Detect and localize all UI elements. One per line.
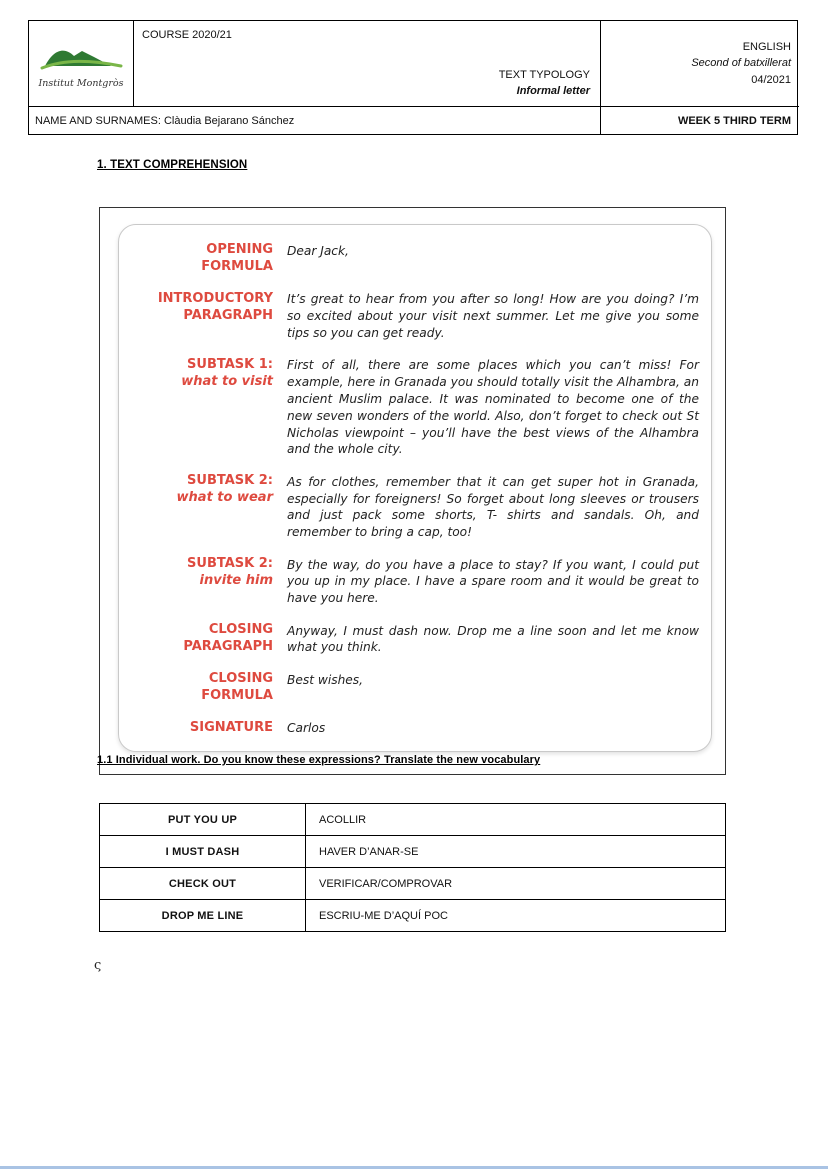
vocab-translation: VERIFICAR/COMPROVAR bbox=[319, 877, 453, 890]
name-row bbox=[29, 106, 601, 134]
letter-sublabel: invite him bbox=[199, 572, 273, 588]
vocab-table bbox=[99, 803, 726, 932]
letter-row bbox=[141, 242, 699, 276]
letter-text: Dear Jack, bbox=[287, 243, 349, 258]
letter-row bbox=[141, 291, 699, 342]
vocab-term: CHECK OUT bbox=[100, 868, 306, 899]
vocab-row bbox=[100, 899, 725, 931]
vocab-row bbox=[100, 835, 725, 867]
vocab-row bbox=[100, 867, 725, 899]
letter-label: CLOSING PARAGRAPH bbox=[183, 622, 273, 654]
header-middle-cell bbox=[134, 21, 601, 106]
letter-text: First of all, there are some places which you can’t miss! For example, here in Granada you should totally visit the Alhambra, an ancient Muslim palace. It was nominated to become one of the new seven wonders of the world. Also, don’t forget to check out St Nicholas viewpoint – you’ll have the best views of the Alhambra and the whole city. bbox=[287, 358, 699, 457]
section-1-title: 1. TEXT COMPREHENSION bbox=[97, 159, 248, 171]
letter-label: OPENING FORMULA bbox=[201, 242, 273, 274]
letter-text: Best wishes, bbox=[287, 672, 364, 687]
vocab-translation: ESCRIU-ME D’AQUÍ POC bbox=[319, 909, 448, 922]
typology-label: TEXT TYPOLOGY bbox=[498, 69, 590, 82]
section-1-1-title: 1.1 Individual work. Do you know these expressions? Translate the new vocabulary bbox=[97, 754, 541, 766]
typology-block bbox=[142, 68, 590, 100]
letter-row bbox=[141, 671, 699, 705]
course-label: COURSE 2020/21 bbox=[142, 29, 232, 41]
vocab-row bbox=[100, 804, 725, 835]
typology-value: Informal letter bbox=[516, 85, 590, 98]
header-right-cell bbox=[601, 21, 799, 106]
name-and-surnames: NAME AND SURNAMES: Clàudia Bejarano Sánchez bbox=[35, 114, 295, 127]
letter-row bbox=[141, 720, 699, 737]
letter-text: As for clothes, remember that it can get super hot in Granada, especially for foreigners! So forget about long sleeves or trousers and just pack some shorts, T- shirts and sandals. Oh, and remember to bring a cap, too! bbox=[287, 474, 699, 540]
letter-text: Anyway, I must dash now. Drop me a line soon and let me know what you think. bbox=[287, 623, 699, 655]
week-label: WEEK 5 THIRD TERM bbox=[601, 106, 799, 134]
vocab-term: PUT YOU UP bbox=[100, 804, 306, 835]
letter-row bbox=[141, 556, 699, 607]
vocab-translation: ACOLLIR bbox=[319, 813, 367, 826]
letter-row bbox=[141, 357, 699, 458]
letter-label: SIGNATURE bbox=[189, 719, 273, 735]
header bbox=[28, 20, 798, 135]
letter-text: It’s great to hear from you after so long! How are you doing? I’m so excited about your visit next summer. Let me give you some tips so you can get ready. bbox=[287, 292, 699, 340]
letter-row bbox=[141, 473, 699, 541]
vocab-translation: HAVER D’ANAR-SE bbox=[319, 845, 419, 858]
letter-label: CLOSING FORMULA bbox=[201, 671, 273, 704]
vocab-term: DROP ME LINE bbox=[100, 900, 306, 931]
school-logo bbox=[29, 21, 134, 106]
letter-label: SUBTASK 1: what to visit bbox=[141, 357, 273, 458]
letter-sublabel: what to visit bbox=[181, 373, 273, 389]
letter-text: Carlos bbox=[287, 721, 326, 736]
letter-row bbox=[141, 622, 699, 656]
subject-label: ENGLISH bbox=[742, 40, 791, 53]
letter-figure bbox=[99, 207, 726, 775]
letter-label: SUBTASK 2: what to wear bbox=[141, 473, 273, 541]
page-mark: ς bbox=[94, 958, 102, 973]
date-label: 04/2021 bbox=[751, 73, 791, 86]
vocab-term: I MUST DASH bbox=[100, 836, 306, 867]
logo-mountain-icon bbox=[37, 39, 125, 77]
letter-card bbox=[118, 224, 712, 752]
letter-text: By the way, do you have a place to stay? If you want, I could put you up in my place. I have a spare room and it would be great to have you here. bbox=[287, 557, 699, 606]
letter-label: SUBTASK 2: invite him bbox=[141, 556, 273, 607]
level-label: Second of batxillerat bbox=[691, 57, 791, 70]
letter-label: INTRODUCTORY PARAGRAPH bbox=[157, 290, 273, 323]
letter-sublabel: what to wear bbox=[176, 490, 273, 506]
logo-text: Institut Montgròs bbox=[38, 77, 124, 89]
